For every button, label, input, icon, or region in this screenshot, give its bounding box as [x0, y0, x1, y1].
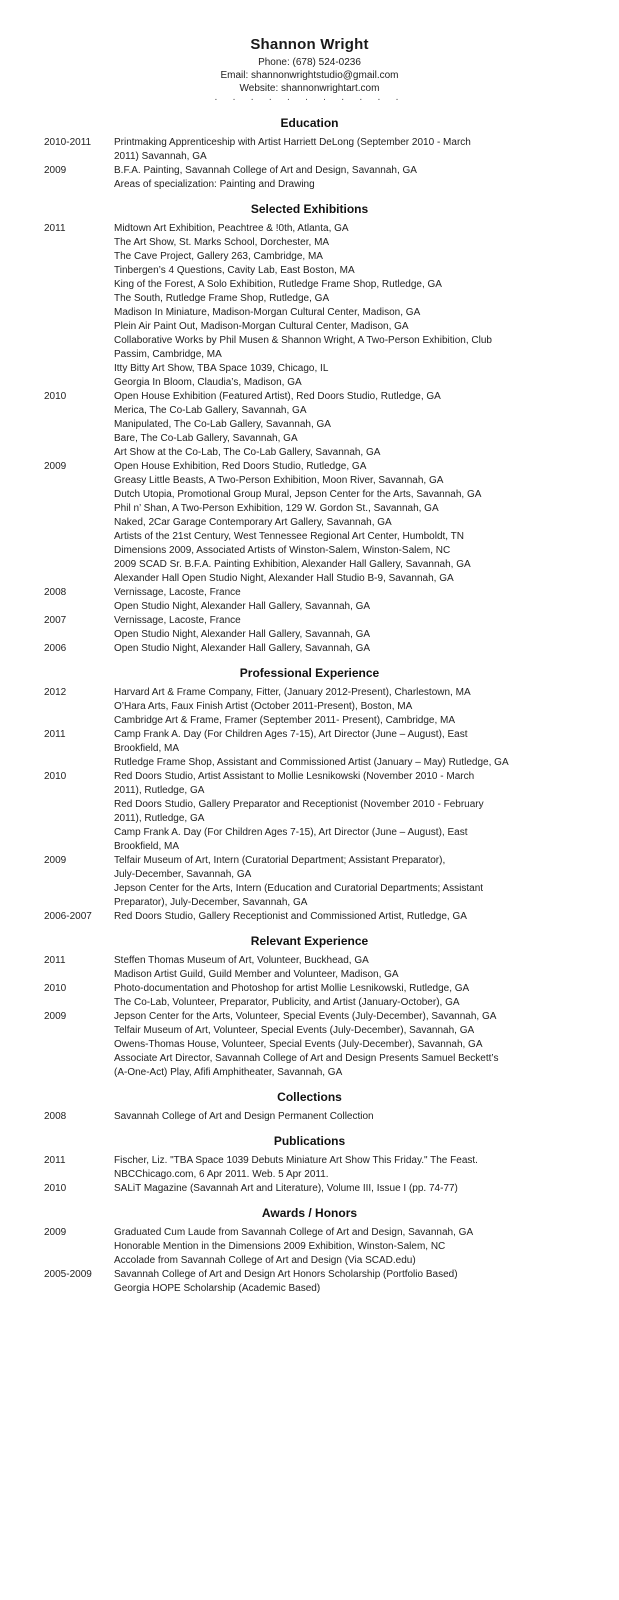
entry-lines	[114, 1154, 524, 1182]
entry-year: 2008	[44, 1111, 67, 1122]
entry-line: Rutledge Frame Shop, Assistant and Commissioned Artist (January – May) Rutledge, GA	[114, 757, 509, 768]
entry-line: Collaborative Works by Phil Musen & Shannon Wright, A Two-Person Exhibition, Club	[114, 335, 492, 346]
entry-line: Graduated Cum Laude from Savannah College of Art and Design, Savannah, GA	[114, 1227, 474, 1238]
entry-group	[44, 854, 619, 910]
entry-year: 2009	[44, 165, 67, 176]
entry-year: 2009	[44, 855, 67, 866]
entry-line: Red Doors Studio, Gallery Receptionist and Commissioned Artist, Rutledge, GA	[114, 911, 467, 922]
entry-line: Bare, The Co-Lab Gallery, Savannah, GA	[114, 433, 298, 444]
entry-lines	[114, 728, 524, 770]
resume-header	[0, 0, 619, 106]
entry-line: Dimensions 2009, Associated Artists of Winston-Salem, Winston-Salem, NC	[114, 545, 451, 556]
entry-lines	[114, 390, 524, 460]
entry-lines	[114, 982, 524, 1010]
entry-line: The Co-Lab, Volunteer, Preparator, Publicity, and Artist (January-October), GA	[114, 997, 460, 1008]
entry-line: Steffen Thomas Museum of Art, Volunteer, Buckhead, GA	[114, 955, 369, 966]
entry-line: Open Studio Night, Alexander Hall Gallery, Savannah, GA	[114, 629, 371, 640]
entry-line: Georgia HOPE Scholarship (Academic Based)	[114, 1283, 321, 1294]
entry-line: Camp Frank A. Day (For Children Ages 7-15), Art Director (June – August), East	[114, 729, 468, 740]
entry-line: Jepson Center for the Arts, Intern (Education and Curatorial Departments; Assistant	[114, 883, 484, 894]
entry-line: Open Studio Night, Alexander Hall Gallery, Savannah, GA	[114, 601, 371, 612]
entry-line: Manipulated, The Co-Lab Gallery, Savannah, GA	[114, 419, 331, 430]
entry-line: Jepson Center for the Arts, Volunteer, Special Events (July-December), Savannah, GA	[114, 1011, 497, 1022]
section-title: Publications	[273, 1134, 346, 1148]
entry-line: Merica, The Co-Lab Gallery, Savannah, GA	[114, 405, 307, 416]
entry-line: July-December, Savannah, GA	[114, 869, 252, 880]
entry-group	[44, 982, 619, 1010]
entry-line: Areas of specialization: Painting and Drawing	[114, 179, 315, 190]
entry-group	[44, 390, 619, 460]
section-title: Collections	[277, 1090, 342, 1104]
entry-line: Dutch Utopia, Promotional Group Mural, Jepson Center for the Arts, Savannah, GA	[114, 489, 482, 500]
entry-year: 2011	[44, 223, 66, 234]
section-collections	[0, 1090, 619, 1124]
entry-line: O’Hara Arts, Faux Finish Artist (October 2011-Present), Boston, MA	[114, 701, 413, 712]
entry-year: 2009	[44, 1227, 67, 1238]
entry-line: 2011), Rutledge, GA	[114, 813, 205, 824]
entry-lines	[114, 1110, 524, 1124]
entry-lines	[114, 1226, 524, 1268]
section-selected-exhibitions	[0, 202, 619, 656]
entry-line: 2011), Rutledge, GA	[114, 785, 205, 796]
entry-line: The Art Show, St. Marks School, Dorchester, MA	[114, 237, 330, 248]
entry-group	[44, 910, 619, 924]
entry-line: Owens-Thomas House, Volunteer, Special Events (July-December), Savannah, GA	[114, 1039, 483, 1050]
entry-line: Naked, 2Car Garage Contemporary Art Gallery, Savannah, GA	[114, 517, 392, 528]
entry-group	[44, 686, 619, 728]
section-education	[0, 116, 619, 192]
entry-line: Itty Bitty Art Show, TBA Space 1039, Chicago, IL	[114, 363, 329, 374]
dot-divider: · · · · · · · · · · ·	[214, 94, 405, 105]
entry-year: 2009	[44, 461, 67, 472]
entry-year: 2010	[44, 391, 67, 402]
entry-lines	[114, 164, 524, 192]
entry-line: Madison In Miniature, Madison-Morgan Cultural Center, Madison, GA	[114, 307, 421, 318]
entry-line: Alexander Hall Open Studio Night, Alexander Hall Studio B-9, Savannah, GA	[114, 573, 454, 584]
entry-line: Art Show at the Co-Lab, The Co-Lab Gallery, Savannah, GA	[114, 447, 381, 458]
entry-year: 2005-2009	[44, 1269, 92, 1280]
entry-group	[44, 1182, 619, 1196]
entry-line: Fischer, Liz. "TBA Space 1039 Debuts Miniature Art Show This Friday." The Feast.	[114, 1155, 478, 1166]
entry-line: NBCChicago.com, 6 Apr 2011. Web. 5 Apr 2011.	[114, 1169, 329, 1180]
entry-line: Savannah College of Art and Design Art Honors Scholarship (Portfolio Based)	[114, 1269, 458, 1280]
entry-lines	[114, 954, 524, 982]
entry-line: Midtown Art Exhibition, Peachtree & !0th, Atlanta, GA	[114, 223, 349, 234]
entry-line: Open House Exhibition, Red Doors Studio, Rutledge, GA	[114, 461, 367, 472]
entry-year: 2007	[44, 615, 67, 626]
section-title: Selected Exhibitions	[250, 202, 369, 216]
person-name: Shannon Wright	[250, 36, 369, 53]
entry-group	[44, 136, 619, 164]
entry-line: Georgia In Bloom, Claudia’s, Madison, GA	[114, 377, 302, 388]
entry-group	[44, 1154, 619, 1182]
section-publications	[0, 1134, 619, 1196]
entry-lines	[114, 910, 524, 924]
entry-line: Photo-documentation and Photoshop for artist Mollie Lesnikowski, Rutledge, GA	[114, 983, 470, 994]
phone-line: Phone: (678) 524-0236	[258, 57, 361, 68]
entry-line: Madison Artist Guild, Guild Member and Volunteer, Madison, GA	[114, 969, 399, 980]
entry-year: 2010	[44, 983, 67, 994]
entry-year: 2012	[44, 687, 67, 698]
entry-group	[44, 1110, 619, 1124]
entry-line: Artists of the 21st Century, West Tennessee Regional Art Center, Humboldt, TN	[114, 531, 464, 542]
entry-group	[44, 614, 619, 642]
entry-line: Telfair Museum of Art, Volunteer, Special Events (July-December), Savannah, GA	[114, 1025, 475, 1036]
entry-lines	[114, 136, 524, 164]
entry-year: 2011	[44, 1155, 66, 1166]
entry-line: Associate Art Director, Savannah College of Art and Design Presents Samuel Beckett’s	[114, 1053, 499, 1064]
entry-line: Tinbergen’s 4 Questions, Cavity Lab, East Boston, MA	[114, 265, 355, 276]
entry-year: 2008	[44, 587, 67, 598]
entry-group	[44, 1268, 619, 1296]
email-line: Email: shannonwrightstudio@gmail.com	[220, 70, 399, 81]
entry-lines	[114, 222, 524, 390]
entry-line: Plein Air Paint Out, Madison-Morgan Cultural Center, Madison, GA	[114, 321, 409, 332]
entry-line: Phil n’ Shan, A Two-Person Exhibition, 129 W. Gordon St., Savannah, GA	[114, 503, 439, 514]
entry-year: 2011	[44, 729, 66, 740]
entry-lines	[114, 854, 524, 910]
section-title: Relevant Experience	[250, 934, 369, 948]
entry-line: Cambridge Art & Frame, Framer (September 2011- Present), Cambridge, MA	[114, 715, 456, 726]
entry-line: (A-One-Act) Play, Afifi Amphitheater, Savannah, GA	[114, 1067, 343, 1078]
section-title: Awards / Honors	[261, 1206, 358, 1220]
entry-lines	[114, 642, 524, 656]
entry-lines	[114, 614, 524, 642]
entry-year: 2006-2007	[44, 911, 92, 922]
entry-group	[44, 770, 619, 854]
entry-line: The South, Rutledge Frame Shop, Rutledge, GA	[114, 293, 330, 304]
section-title: Professional Experience	[239, 666, 380, 680]
entry-year: 2011	[44, 955, 66, 966]
entry-lines	[114, 1010, 524, 1080]
entry-line: Open House Exhibition (Featured Artist), Red Doors Studio, Rutledge, GA	[114, 391, 441, 402]
entry-line: Red Doors Studio, Artist Assistant to Mollie Lesnikowski (November 2010 - March	[114, 771, 475, 782]
entry-line: 2011) Savannah, GA	[114, 151, 207, 162]
section-title: Education	[280, 116, 339, 130]
entry-line: Honorable Mention in the Dimensions 2009 Exhibition, Winston-Salem, NC	[114, 1241, 446, 1252]
entry-group	[44, 1226, 619, 1268]
entry-line: Open Studio Night, Alexander Hall Gallery, Savannah, GA	[114, 643, 371, 654]
entry-lines	[114, 1182, 524, 1196]
resume-sections	[0, 116, 619, 1296]
entry-year: 2009	[44, 1011, 67, 1022]
entry-line: Preparator), July-December, Savannah, GA	[114, 897, 308, 908]
entry-line: Savannah College of Art and Design Permanent Collection	[114, 1111, 374, 1122]
entry-lines	[114, 1268, 524, 1296]
entry-lines	[114, 586, 524, 614]
section-awards-honors	[0, 1206, 619, 1296]
entry-lines	[114, 770, 524, 854]
entry-line: Camp Frank A. Day (For Children Ages 7-15), Art Director (June – August), East	[114, 827, 468, 838]
entry-line: Harvard Art & Frame Company, Fitter, (January 2012-Present), Charlestown, MA	[114, 687, 471, 698]
entry-year: 2006	[44, 643, 67, 654]
entry-group	[44, 586, 619, 614]
entry-line: 2009 SCAD Sr. B.F.A. Painting Exhibition, Alexander Hall Gallery, Savannah, GA	[114, 559, 471, 570]
entry-lines	[114, 686, 524, 728]
entry-group	[44, 728, 619, 770]
entry-line: The Cave Project, Gallery 263, Cambridge, MA	[114, 251, 323, 262]
entry-group	[44, 164, 619, 192]
entry-line: Vernissage, Lacoste, France	[114, 615, 241, 626]
section-relevant-experience	[0, 934, 619, 1080]
entry-line: Vernissage, Lacoste, France	[114, 587, 241, 598]
entry-line: Brookfield, MA	[114, 841, 180, 852]
entry-group	[44, 954, 619, 982]
entry-line: Greasy Little Beasts, A Two-Person Exhibition, Moon River, Savannah, GA	[114, 475, 444, 486]
entry-line: Telfair Museum of Art, Intern (Curatorial Department; Assistant Preparator),	[114, 855, 446, 866]
entry-line: Printmaking Apprenticeship with Artist Harriett DeLong (September 2010 - March	[114, 137, 471, 148]
entry-line: Brookfield, MA	[114, 743, 180, 754]
entry-group	[44, 642, 619, 656]
entry-year: 2010	[44, 771, 67, 782]
entry-group	[44, 1010, 619, 1080]
entry-line: Red Doors Studio, Gallery Preparator and Receptionist (November 2010 - February	[114, 799, 484, 810]
entry-lines	[114, 460, 524, 586]
entry-line: Accolade from Savannah College of Art and Design (Via SCAD.edu)	[114, 1255, 416, 1266]
website-line: Website: shannonwrightart.com	[239, 83, 380, 94]
entry-line: B.F.A. Painting, Savannah College of Art and Design, Savannah, GA	[114, 165, 417, 176]
entry-group	[44, 222, 619, 390]
entry-group	[44, 460, 619, 586]
entry-year: 2010	[44, 1183, 67, 1194]
entry-line: Passim, Cambridge, MA	[114, 349, 222, 360]
section-professional-experience	[0, 666, 619, 924]
entry-year: 2010-2011	[44, 137, 92, 148]
entry-line: King of the Forest, A Solo Exhibition, Rutledge Frame Shop, Rutledge, GA	[114, 279, 442, 290]
entry-line: SALiT Magazine (Savannah Art and Literature), Volume III, Issue I (pp. 74-77)	[114, 1183, 458, 1194]
